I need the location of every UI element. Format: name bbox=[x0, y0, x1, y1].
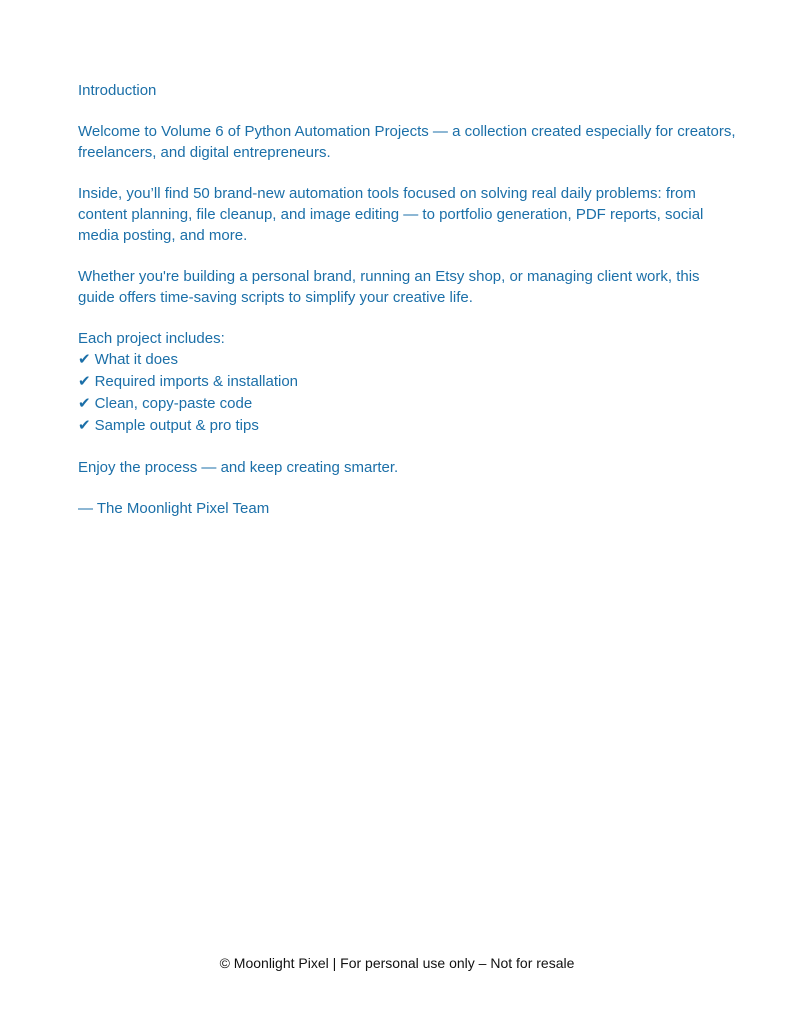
page-footer: © Moonlight Pixel | For personal use only – Not for resale bbox=[219, 955, 575, 971]
list-item-label: Clean, copy-paste code bbox=[94, 395, 253, 412]
section-heading: Introduction bbox=[78, 82, 157, 99]
list-item-label: Sample output & pro tips bbox=[94, 417, 259, 434]
includes-list bbox=[78, 349, 738, 437]
paragraph-inside: Inside, you’ll find 50 brand-new automation tools focused on solving real daily problems: from content planning, file cleanup, and image editing — to portfolio generation, PDF reports, social media posting, and more. bbox=[78, 185, 704, 244]
includes-title: Each project includes: bbox=[78, 330, 225, 347]
list-item-label: Required imports & installation bbox=[94, 373, 299, 390]
signature: — The Moonlight Pixel Team bbox=[78, 500, 270, 517]
list-item bbox=[78, 349, 738, 371]
list-item bbox=[78, 371, 738, 393]
check-icon: ✔ bbox=[78, 373, 91, 390]
check-icon: ✔ bbox=[78, 351, 91, 368]
check-icon: ✔ bbox=[78, 395, 91, 412]
list-item bbox=[78, 393, 738, 415]
check-icon: ✔ bbox=[78, 417, 91, 434]
list-item-label: What it does bbox=[94, 351, 178, 368]
list-item bbox=[78, 415, 738, 437]
document-body bbox=[78, 80, 738, 539]
closing-line: Enjoy the process — and keep creating smarter. bbox=[78, 459, 399, 476]
paragraph-welcome: Welcome to Volume 6 of Python Automation Projects — a collection created especially for creators, freelancers, and digital entrepreneurs. bbox=[78, 123, 736, 161]
paragraph-whether: Whether you're building a personal brand, running an Etsy shop, or managing client work, this guide offers time-saving scripts to simplify your creative life. bbox=[78, 268, 700, 306]
